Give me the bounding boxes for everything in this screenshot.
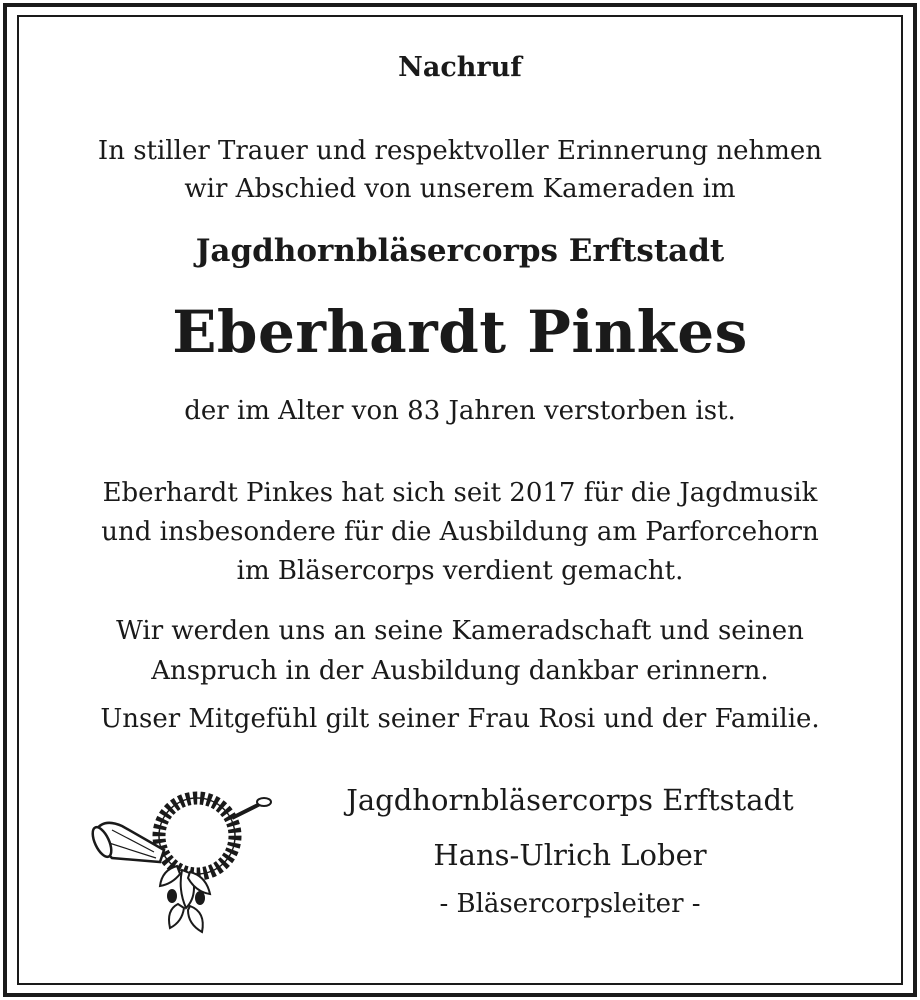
acorn [195,891,205,905]
deceased-name: Eberhardt Pinkes [172,298,748,366]
body-line: Anspruch in der Ausbildung dankbar erinnern. [151,656,769,686]
intro-text [0,132,920,208]
oak-leaf [160,866,180,886]
body-paragraph-1 [0,474,920,591]
age-line: der im Alter von 83 Jahren verstorben ist. [184,396,736,426]
oak-leaf [169,904,184,928]
signature-person: Hans-Ulrich Lober [433,838,707,872]
organization-title: Jagdhornbläsercorps Erftstadt [195,233,725,269]
body-line: im Bläsercorps verdient gemacht. [236,556,684,586]
signature-organization: Jagdhornbläsercorps Erftstadt [346,783,794,817]
intro-line: wir Abschied von unserem Kameraden im [184,174,736,204]
body-paragraph-2 [0,611,920,691]
horn-emblem-graphic [82,778,282,938]
signature-role: - Bläsercorpsleiter - [439,889,701,919]
body-line: Eberhardt Pinkes hat sich seit 2017 für die Jagdmusik [102,478,818,508]
body-paragraph-3: Unser Mitgefühl gilt seiner Frau Rosi und der Familie. [100,704,820,734]
notice-heading: Nachruf [398,52,522,83]
horn-coil-core [159,798,235,874]
intro-line: In stiller Trauer und respektvoller Erinnerung nehmen [97,136,823,166]
hunting-horn-with-oak-leaves-icon [82,778,282,938]
horn-mouthpiece [257,798,271,806]
acorn [167,889,177,903]
body-line: und insbesondere für die Ausbildung am Parforcehorn [101,517,819,547]
oak-leaf [188,906,203,932]
body-line: Wir werden uns an seine Kameradschaft und seinen [116,616,804,646]
horn-mouthpiece-tube [232,804,260,818]
